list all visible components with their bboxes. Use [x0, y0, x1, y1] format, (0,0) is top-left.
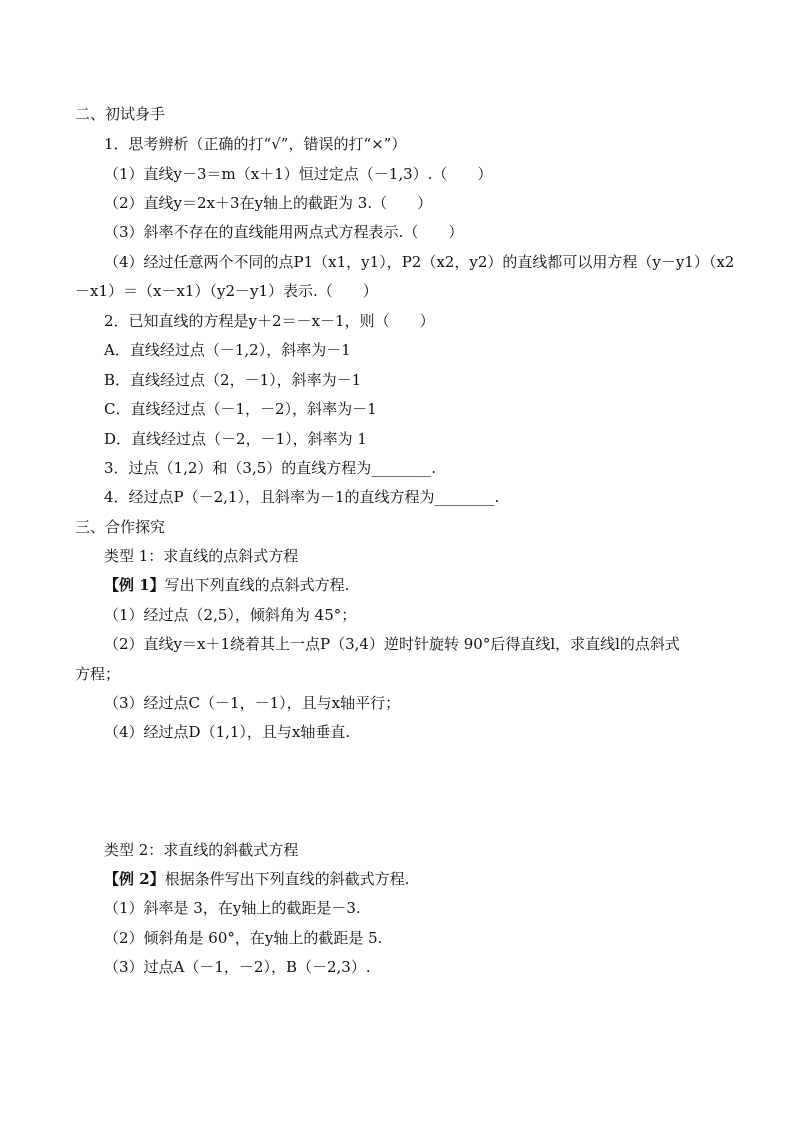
- q2-option-a: A．直线经过点（－1,2），斜率为－1: [104, 341, 351, 359]
- q3-text: 3．过点（1,2）和（3,5）的直线方程为________.: [104, 459, 437, 477]
- type1-title: 类型 1：求直线的点斜式方程: [104, 547, 299, 565]
- q1-stem: 1．思考辨析（正确的打“√”，错误的打“×”）: [104, 135, 407, 153]
- example1-tag: 【例 1】: [104, 576, 165, 594]
- section3-heading: 三、合作探究: [75, 518, 166, 536]
- example1-item-1: （1）经过点（2,5），倾斜角为 45°；: [104, 606, 357, 624]
- example1-item-3: （3）经过点C（－1，－1），且与x轴平行；: [104, 694, 401, 712]
- example2-item-2: （2）倾斜角是 60°，在y轴上的截距是 5.: [104, 929, 383, 947]
- q1-item-4: （4）经过任意两个不同的点P1（x1，y1），P2（x2，y2）的直线都可以用方程（y－y1）（x2: [104, 253, 735, 271]
- example2-line: [104, 869, 409, 889]
- q4-text: 4．经过点P（－2,1），且斜率为－1的直线方程为________.: [104, 488, 500, 506]
- example1-item-2-continued: 方程；: [75, 665, 121, 683]
- q2-stem: 2．已知直线的方程是y＋2＝－x－1，则（ ）: [104, 312, 435, 330]
- q2-option-c: C．直线经过点（－1，－2），斜率为－1: [104, 400, 377, 418]
- q1-item-2: （2）直线y＝2x＋3在y轴上的截距为 3.（ ）: [104, 194, 433, 212]
- section2-heading: 二、初试身手: [75, 105, 166, 123]
- example1-item-4: （4）经过点D（1,1），且与x轴垂直.: [104, 723, 351, 741]
- example2-tag: 【例 2】: [104, 870, 165, 888]
- type2-title: 类型 2：求直线的斜截式方程: [104, 841, 299, 859]
- q1-item-4-continued: －x1）＝（x－x1）（y2－y1）表示.（ ）: [75, 282, 378, 300]
- example1-line: [104, 575, 349, 595]
- example2-item-1: （1）斜率是 3，在y轴上的截距是－3.: [104, 899, 361, 917]
- q2-option-b: B．直线经过点（2，－1），斜率为－1: [104, 371, 362, 389]
- q1-item-1: （1）直线y－3＝m（x＋1）恒过定点（－1,3）.（ ）: [104, 165, 493, 183]
- example1-item-2: （2）直线y＝x＋1绕着其上一点P（3,4）逆时针旋转 90°后得直线l，求直线l的点斜式: [104, 635, 680, 653]
- example2-text: 根据条件写出下列直线的斜截式方程.: [164, 870, 410, 888]
- example1-text: 写出下列直线的点斜式方程.: [164, 576, 350, 594]
- example2-item-3: （3）过点A（－1，－2），B（－2,3）.: [104, 958, 371, 976]
- q1-item-3: （3）斜率不存在的直线能用两点式方程表示.（ ）: [104, 223, 464, 241]
- q2-option-d: D．直线经过点（－2，－1），斜率为 1: [104, 430, 367, 448]
